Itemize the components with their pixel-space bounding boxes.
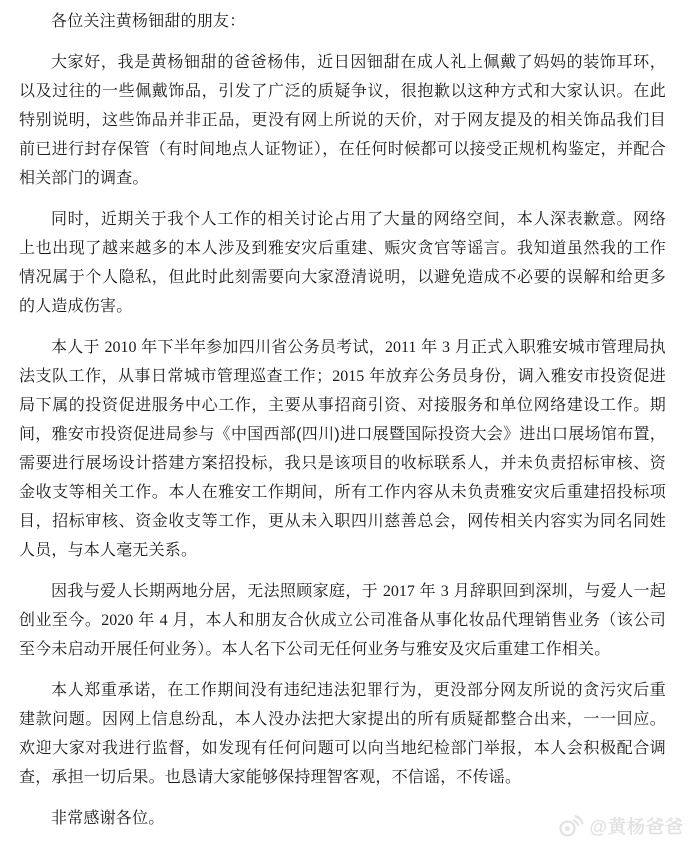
weibo-watermark	[558, 813, 684, 839]
paragraph-apology-rumors: 同时，近期关于我个人工作的相关讨论占用了大量的网络空间，本人深表歉意。网络上也出现了越来越多的本人涉及到雅安灾后重建、赈灾贪官等谣言。我知道虽然我的工作情况属于个人隐私，但此时此刻需要向大家澄清说明，以避免造成不必要的误解和给更多的人造成伤害。	[19, 211, 666, 315]
paragraph-jewelry-clarification: 大家好，我是黄杨钿甜的爸爸杨伟，近日因钿甜在成人礼上佩戴了妈妈的装饰耳环，以及过往的一些佩戴饰品，引发了广泛的质疑争议，很抱歉以这种方式和大家认识。在此特别说明，这些饰品并非正品，更没有网上所说的天价，对于网友提及的相关饰品我们目前已进行封存保管（有时间地点人证物证），在任何时候都可以接受正规机构鉴定，并配合相关部门的调查。	[19, 54, 666, 187]
salutation: 各位关注黄杨钿甜的朋友：	[51, 13, 246, 30]
weibo-icon	[558, 814, 585, 838]
closing: 非常感谢各位。	[51, 810, 165, 827]
paragraph-resignation-business: 因我与爱人长期两地分居，无法照顾家庭，于 2017 年 3 月辞职回到深圳，与爱人一起创业至今。2020 年 4 月，本人和朋友合伙成立公司准备从事化妆品代理销售业务（该公司至今未启动开展任何业务）。本人名下公司无任何业务与雅安及灾后重建工作相关。	[19, 583, 666, 658]
weibo-handle: @黄杨爸爸	[589, 817, 684, 837]
paragraph-work-history: 本人于 2010 年下半年参加四川省公务员考试，2011 年 3 月正式入职雅安城市管理局执法支队工作，从事日常城市管理巡查工作；2015 年放弃公务员身份，调入雅安市投资促进局下属的投资促进服务中心工作，主要从事招商引资、对接服务和单位网络建设工作。期间，雅安市投资促进局参与《中国西部(四川)进口展暨国际投资大会》进出口展场馆布置，需要进行展场设计搭建方案招投标，我只是该项目的收标联系人，并未负责招标审核、资金收支等相关工作。本人在雅安工作期间，所有工作内容从未负责雅安灾后重建招投标项目，招标审核、资金收支等工作，更从未入职四川慈善总会，网传相关内容实为同名同姓人员，与本人毫无关系。	[19, 339, 666, 559]
paragraph-pledge: 本人郑重承诺，在工作期间没有违纪违法犯罪行为，更没部分网友所说的贪污灾后重建款问题。因网上信息纷乱，本人没办法把大家提出的所有质疑都整合出来，一一回应。欢迎大家对我进行监督，如发现有任何问题可以向当地纪检部门举报，本人会积极配合调查，承担一切后果。也恳请大家能够保持理智客观，不信谣，不传谣。	[19, 682, 666, 786]
